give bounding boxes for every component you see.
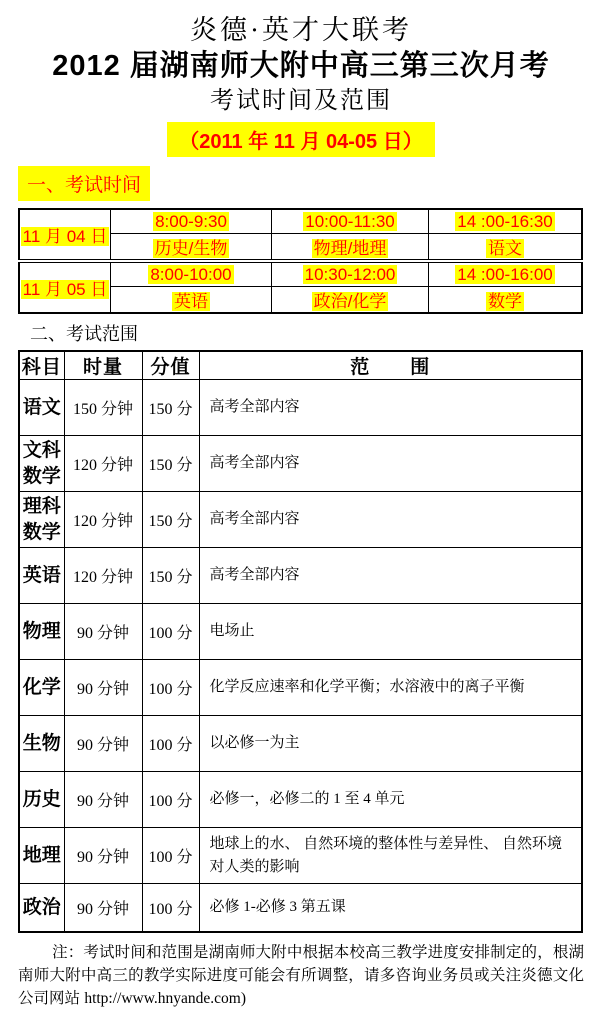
subject-name: 物理	[19, 604, 64, 660]
time-label: 8:00-10:00	[150, 264, 232, 284]
duration-value: 120 分钟	[64, 548, 142, 604]
time-cell	[429, 209, 583, 234]
duration-value: 120 分钟	[64, 436, 142, 492]
section-exam-time	[0, 157, 602, 314]
page-subtitle: 考试时间及范围	[210, 88, 392, 114]
column-header-subject: 科目	[19, 351, 64, 380]
score-value: 100 分	[142, 660, 199, 716]
subject-label: 语文	[488, 239, 522, 258]
subject-cell	[429, 234, 583, 262]
subject-name: 化学	[19, 660, 64, 716]
table-row	[19, 660, 582, 716]
score-value: 150 分	[142, 436, 199, 492]
subject-label: 政治/化学	[313, 292, 387, 311]
duration-value: 90 分钟	[64, 716, 142, 772]
schedule-day2-times-row	[19, 261, 582, 287]
subject-name: 地理	[19, 828, 64, 884]
score-value: 100 分	[142, 884, 199, 933]
section-exam-scope	[0, 320, 602, 933]
scope-text: 高考全部内容	[199, 380, 582, 436]
scope-header-row	[19, 351, 582, 380]
table-row	[19, 716, 582, 772]
scope-text: 电场止	[199, 604, 582, 660]
scope-text: 高考全部内容	[199, 436, 582, 492]
subject-label: 物理/地理	[313, 239, 387, 258]
duration-value: 150 分钟	[64, 380, 142, 436]
subject-name: 历史	[19, 772, 64, 828]
column-header-score: 分值	[142, 351, 199, 380]
time-cell	[429, 261, 583, 287]
column-header-duration: 时量	[64, 351, 142, 380]
subject-cell	[272, 287, 429, 314]
subject-name: 理科数学	[19, 492, 64, 548]
table-row	[19, 380, 582, 436]
table-row	[19, 828, 582, 884]
time-cell	[111, 261, 272, 287]
score-value: 100 分	[142, 604, 199, 660]
exam-date-badge: （2011 年 11 月 04-05 日）	[167, 122, 434, 157]
score-value: 150 分	[142, 492, 199, 548]
subject-name: 文科数学	[19, 436, 64, 492]
subject-name: 英语	[19, 548, 64, 604]
time-label: 14 :00-16:30	[457, 211, 553, 231]
subject-name: 语文	[19, 380, 64, 436]
exam-scope-table	[18, 350, 583, 933]
duration-value: 90 分钟	[64, 604, 142, 660]
section2-heading: 二、考试范围	[30, 324, 138, 344]
schedule-date-cell	[19, 209, 111, 261]
schedule-day1-times-row	[19, 209, 582, 234]
subject-name: 生物	[19, 716, 64, 772]
brand-title: 炎德·英才大联考	[190, 15, 412, 45]
table-row	[19, 492, 582, 548]
subject-cell	[272, 234, 429, 262]
subject-name: 政治	[19, 884, 64, 933]
subject-label: 英语	[174, 292, 208, 311]
table-row	[19, 772, 582, 828]
subject-cell	[111, 234, 272, 262]
table-row	[19, 436, 582, 492]
date-label: 11 月 04 日	[22, 227, 108, 246]
duration-value: 90 分钟	[64, 828, 142, 884]
exam-schedule-table	[18, 208, 583, 314]
score-value: 100 分	[142, 828, 199, 884]
scope-text: 高考全部内容	[199, 548, 582, 604]
table-row	[19, 604, 582, 660]
section1-heading: 一、考试时间	[18, 166, 150, 201]
table-row	[19, 884, 582, 933]
time-cell	[272, 209, 429, 234]
time-label: 14 :00-16:00	[457, 264, 553, 284]
time-label: 8:00-9:30	[155, 211, 227, 231]
date-label: 11 月 05 日	[22, 280, 108, 299]
scope-text: 化学反应速率和化学平衡；水溶液中的离子平衡	[199, 660, 582, 716]
scope-text: 以必修一为主	[199, 716, 582, 772]
scope-text: 必修一，必修二的 1 至 4 单元	[199, 772, 582, 828]
scope-text: 地球上的水、 自然环境的整体性与差异性、 自然环境对人类的影响	[199, 828, 582, 884]
time-cell	[111, 209, 272, 234]
subject-label: 历史/生物	[154, 239, 228, 258]
score-value: 100 分	[142, 716, 199, 772]
footnote	[18, 941, 584, 1010]
score-value: 150 分	[142, 548, 199, 604]
score-value: 150 分	[142, 380, 199, 436]
footnote-text: 注：考试时间和范围是湖南师大附中根据本校高三教学进度安排制定的，根湖南师大附中高三的教学实际进度可能会有所调整，请多咨询业务员或关注炎德文化公司网站	[18, 944, 584, 1007]
time-label: 10:00-11:30	[305, 211, 395, 231]
subject-label: 数学	[488, 292, 522, 311]
column-header-scope: 范 围	[199, 351, 582, 380]
page-title: 2012 届湖南师大附中高三第三次月考	[52, 50, 550, 82]
time-label: 10:30-12:00	[304, 264, 396, 284]
time-cell	[272, 261, 429, 287]
duration-value: 120 分钟	[64, 492, 142, 548]
schedule-date-cell	[19, 261, 111, 313]
duration-value: 90 分钟	[64, 660, 142, 716]
table-row	[19, 548, 582, 604]
subject-cell	[111, 287, 272, 314]
footnote-url: http://www.hnyande.com)	[84, 990, 247, 1007]
duration-value: 90 分钟	[64, 884, 142, 933]
score-value: 100 分	[142, 772, 199, 828]
document-header	[0, 0, 602, 157]
subject-cell	[429, 287, 583, 314]
duration-value: 90 分钟	[64, 772, 142, 828]
scope-text: 高考全部内容	[199, 492, 582, 548]
scope-text: 必修 1-必修 3 第五课	[199, 884, 582, 933]
